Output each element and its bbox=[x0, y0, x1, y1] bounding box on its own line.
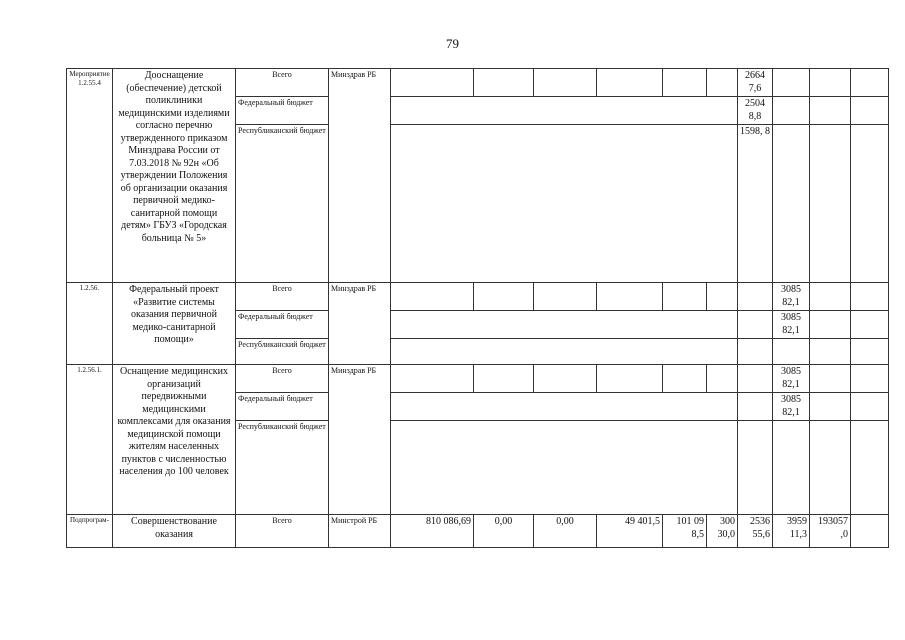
row-executor: Минздрав РБ bbox=[329, 69, 391, 283]
value-cell: 300 30,0 bbox=[707, 515, 738, 548]
row-name: Федеральный проект «Развитие системы оказания первичной медико-санитарной помощи» bbox=[113, 283, 236, 365]
row-code: Подпрограм- bbox=[67, 515, 113, 548]
value-cell: 3959 11,3 bbox=[773, 515, 810, 548]
value-cell: 101 09 8,5 bbox=[663, 515, 707, 548]
value-cell: 810 086,69 bbox=[391, 515, 474, 548]
source-label: Республиканский бюджет bbox=[236, 125, 329, 283]
value-cell: 3085 82,1 bbox=[773, 283, 810, 311]
row-executor: Минздрав РБ bbox=[329, 283, 391, 365]
value-cell: 0,00 bbox=[474, 515, 534, 548]
source-label: Всего bbox=[236, 515, 329, 548]
row-name: Совершенствование оказания bbox=[113, 515, 236, 548]
program-table bbox=[66, 68, 889, 548]
value-cell: 0,00 bbox=[534, 515, 597, 548]
table-row bbox=[67, 365, 889, 393]
source-label: Республиканский бюджет bbox=[236, 339, 329, 365]
value-cell: 3085 82,1 bbox=[773, 365, 810, 393]
value-cell: 2504 8,8 bbox=[738, 97, 773, 125]
source-label: Всего bbox=[236, 365, 329, 393]
source-label: Федеральный бюджет bbox=[236, 311, 329, 339]
row-code: 1.2.56. bbox=[67, 283, 113, 365]
value-cell: 3085 82,1 bbox=[773, 393, 810, 421]
source-label: Республиканский бюджет bbox=[236, 421, 329, 515]
value-cell: 2536 55,6 bbox=[738, 515, 773, 548]
value-cell: 1598, 8 bbox=[738, 125, 773, 283]
row-code: Мероприятие 1.2.55.4 bbox=[67, 69, 113, 283]
value-cell: 49 401,5 bbox=[597, 515, 663, 548]
source-label: Всего bbox=[236, 69, 329, 97]
table-row bbox=[67, 283, 889, 311]
source-label: Всего bbox=[236, 283, 329, 311]
value-cell: 2664 7,6 bbox=[738, 69, 773, 97]
value-cell: 193057 ,0 bbox=[810, 515, 851, 548]
row-executor: Минстрой РБ bbox=[329, 515, 391, 548]
row-name: Оснащение медицинских организаций передвижными медицинскими комплексами для оказания медицинской помощи жителям населенных пунктов с численностью населения до 100 человек bbox=[113, 365, 236, 515]
table-row bbox=[67, 69, 889, 97]
row-name: Дооснащение (обеспечение) детской поликлиники медицинскими изделиями согласно перечню утвержденного приказом Минздрава России от 7.03.2018 № 92н «Об утверждении Положения об организации оказания первичной медико-санитарной помощи детям» ГБУЗ «Городская больница № 5» bbox=[113, 69, 236, 283]
table-row bbox=[67, 515, 889, 548]
source-label: Федеральный бюджет bbox=[236, 97, 329, 125]
page-number: 79 bbox=[446, 36, 459, 51]
value-cell: 3085 82,1 bbox=[773, 311, 810, 339]
row-code: 1.2.56.1. bbox=[67, 365, 113, 515]
source-label: Федеральный бюджет bbox=[236, 393, 329, 421]
row-executor: Минздрав РБ bbox=[329, 365, 391, 515]
